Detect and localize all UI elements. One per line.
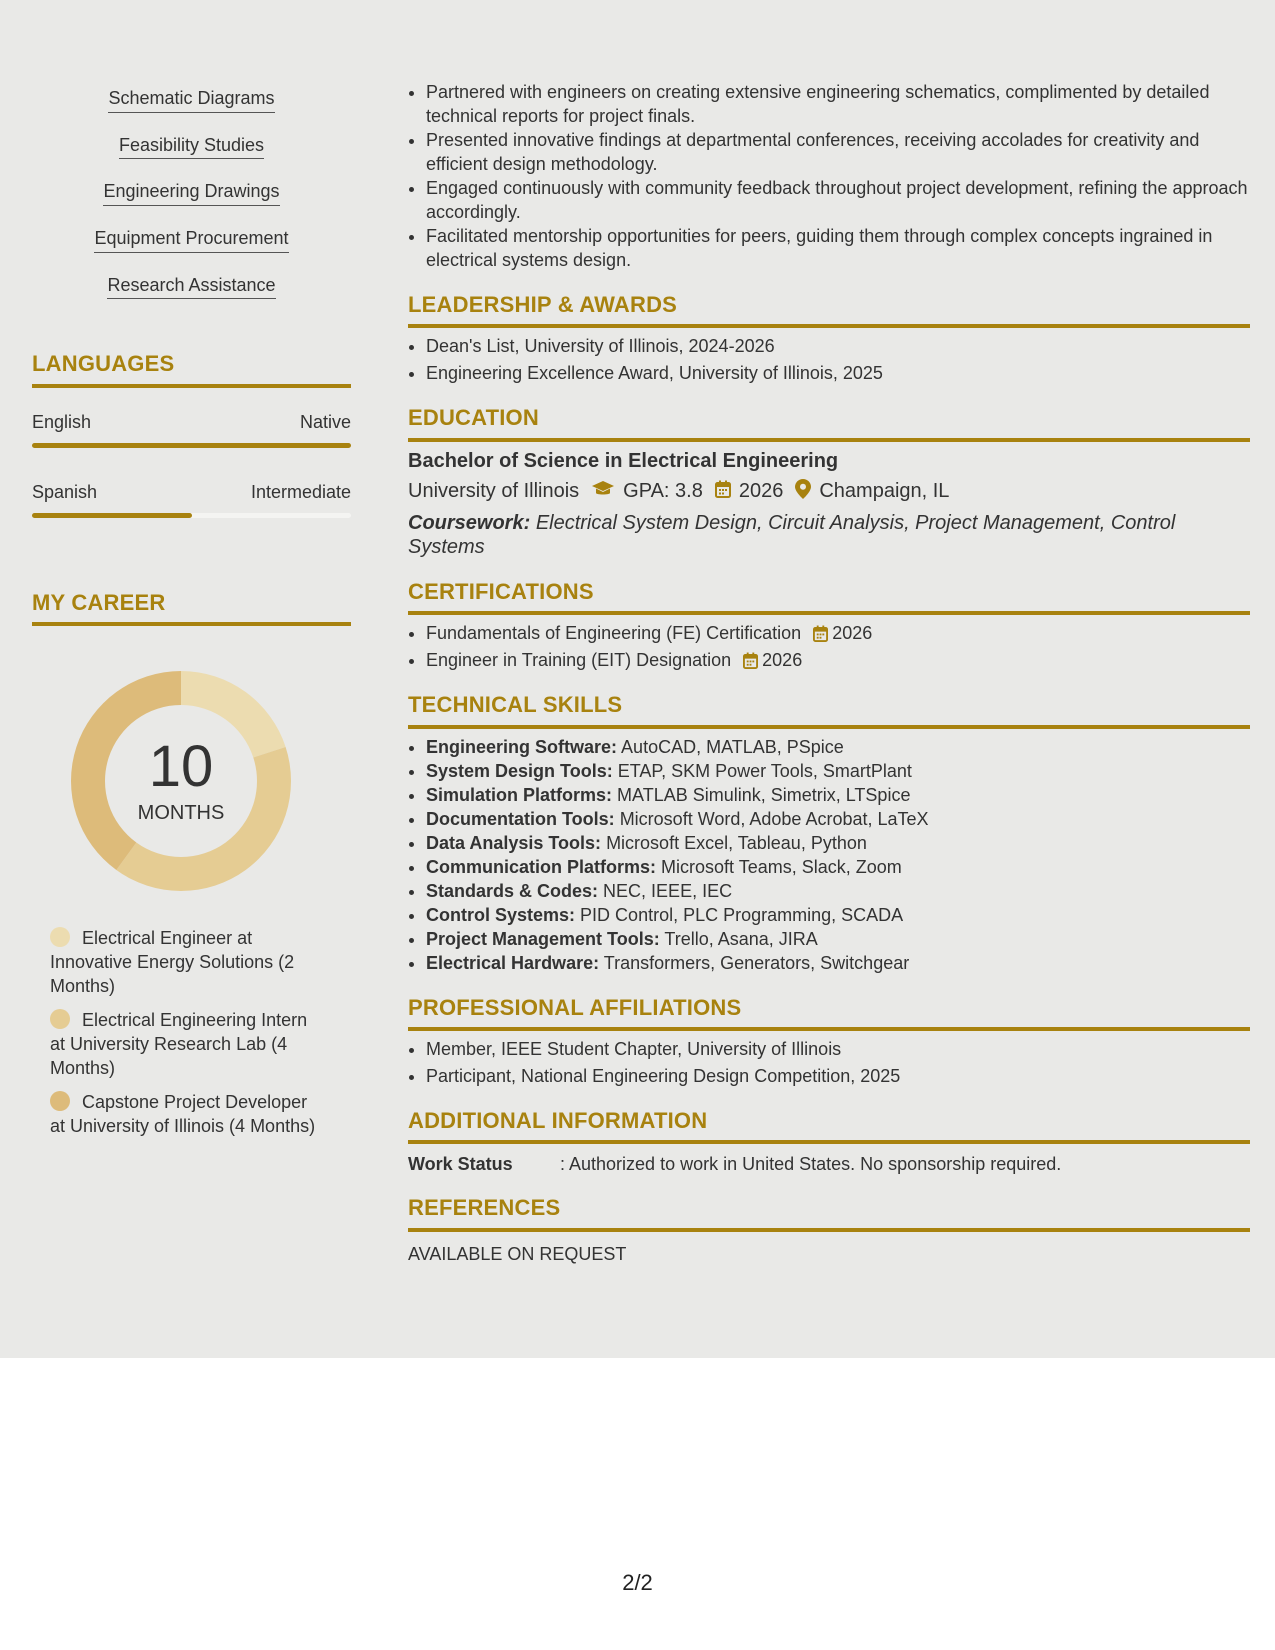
technical-skills-section <box>408 692 1250 974</box>
graduation-year: 2026 <box>738 480 784 503</box>
language-proficiency-fill <box>32 513 192 518</box>
certifications-list <box>408 621 1250 672</box>
location-pin-icon <box>795 479 811 505</box>
references-section <box>408 1195 1250 1264</box>
section-divider <box>408 1228 1250 1232</box>
skill-values: MATLAB Simulink, Simetrix, LTSpice <box>617 784 911 805</box>
language-level: Native <box>299 411 351 432</box>
skill-values: Transformers, Generators, Switchgear <box>603 952 910 973</box>
technical-skill-item <box>426 759 1250 783</box>
affiliation-item: • Member, IEEE Student Chapter, University of Illinois <box>426 1037 1250 1061</box>
legend-dot <box>50 1091 70 1111</box>
section-divider <box>408 725 1250 729</box>
calendar-icon <box>813 625 828 642</box>
career-legend-item <box>50 1090 320 1138</box>
legend-dot <box>50 1009 70 1029</box>
affiliations-section <box>408 995 1250 1088</box>
school-name: University of Illinois <box>408 480 580 503</box>
section-divider <box>408 438 1250 442</box>
career-legend <box>50 926 320 1138</box>
education-heading: EDUCATION <box>408 405 539 431</box>
section-divider <box>32 384 351 388</box>
skill-category: Communication Platforms: <box>426 856 657 877</box>
certification-item <box>426 648 1250 672</box>
skill-tag: Research Assistance <box>107 275 275 300</box>
skill-values: Trello, Asana, JIRA <box>664 928 818 949</box>
skill-category: Standards & Codes: <box>426 880 599 901</box>
certification-name: • Engineer in Training (EIT) Designation <box>426 650 732 671</box>
skill-tag: Engineering Drawings <box>103 181 279 206</box>
career-legend-item <box>50 1008 320 1080</box>
skill-values: ETAP, SKM Power Tools, SmartPlant <box>617 760 912 781</box>
leadership-heading: LEADERSHIP & AWARDS <box>408 292 678 317</box>
career-label: Electrical Engineering Intern at University Research Lab (4 Months) <box>50 1010 308 1079</box>
experience-bullet: • Partnered with engineers on creating extensive engineering schematics, complimented by detailed technical reports for project finals. <box>426 80 1250 128</box>
technical-skill-item <box>426 783 1250 807</box>
education-details <box>408 479 1250 505</box>
certification-name: • Fundamentals of Engineering (FE) Certification <box>426 623 802 644</box>
career-total-months: 10 <box>148 733 214 799</box>
award-item: • Dean's List, University of Illinois, 2024-2026 <box>426 334 1250 358</box>
skill-values: NEC, IEEE, IEC <box>603 880 733 901</box>
technical-skill-item <box>426 807 1250 831</box>
experience-bullet: • Presented innovative findings at departmental conferences, receiving accolades for creativity and efficient design methodology. <box>426 128 1250 176</box>
technical-skill-item <box>426 951 1250 975</box>
career-label: Electrical Engineer at Innovative Energy Solutions (2 Months) <box>50 928 295 997</box>
language-proficiency-fill <box>32 443 351 448</box>
affiliations-list <box>408 1037 1250 1088</box>
technical-skills-heading: TECHNICAL SKILLS <box>408 692 623 718</box>
technical-skill-item <box>426 903 1250 927</box>
language-proficiency-bar <box>32 443 351 448</box>
skill-category: Project Management Tools: <box>426 928 660 949</box>
skill-category: Documentation Tools: <box>426 808 615 829</box>
career-label: Capstone Project Developer at University of Illinois (4 Months) <box>50 1092 316 1137</box>
coursework-list: Electrical System Design, Circuit Analysis, Project Management, Control Systems <box>408 511 1176 558</box>
skill-tag: Feasibility Studies <box>119 135 264 160</box>
language-row <box>32 482 351 503</box>
work-status-value: : Authorized to work in United States. No sponsorship required. <box>560 1154 1062 1175</box>
certifications-section <box>408 579 1250 672</box>
degree-title: Bachelor of Science in Electrical Engineering <box>408 449 839 472</box>
language-name: Spanish <box>32 481 98 502</box>
section-divider <box>32 622 351 626</box>
award-item: • Engineering Excellence Award, University of Illinois, 2025 <box>426 361 1250 385</box>
calendar-icon <box>715 480 731 504</box>
experience-bullets <box>408 80 1250 272</box>
skill-values: Microsoft Word, Adobe Acrobat, LaTeX <box>619 808 929 829</box>
language-proficiency-bar <box>32 513 351 518</box>
references-text: AVAILABLE ON REQUEST <box>408 1243 627 1264</box>
leadership-section <box>408 292 1250 385</box>
skill-category: Data Analysis Tools: <box>426 832 602 853</box>
section-divider <box>408 611 1250 615</box>
language-name: English <box>32 411 92 432</box>
legend-dot <box>50 927 70 947</box>
gpa: GPA: 3.8 <box>623 480 703 503</box>
experience-bullet: • Engaged continuously with community feedback throughout project development, refining the approach accordingly. <box>426 176 1250 224</box>
sidebar <box>32 80 351 1148</box>
school-location: Champaign, IL <box>819 480 950 503</box>
career-donut-chart <box>66 666 296 896</box>
technical-skill-item <box>426 735 1250 759</box>
coursework <box>408 511 1250 559</box>
calendar-icon <box>743 652 758 669</box>
language-row <box>32 412 351 433</box>
affiliations-heading: PROFESSIONAL AFFILIATIONS <box>408 994 742 1020</box>
leadership-list <box>408 334 1250 385</box>
certification-year: 2026 <box>762 650 803 671</box>
education-section <box>408 405 1250 558</box>
certifications-heading: CERTIFICATIONS <box>408 578 594 604</box>
career-heading: MY CAREER <box>32 589 166 615</box>
additional-info-heading: ADDITIONAL INFORMATION <box>408 1107 708 1133</box>
main-content <box>408 80 1250 1265</box>
career-unit: MONTHS <box>137 801 225 824</box>
page-number: 2/2 <box>622 1570 653 1595</box>
skill-values: AutoCAD, MATLAB, PSpice <box>621 736 844 757</box>
references-heading: REFERENCES <box>408 1195 561 1221</box>
languages-heading: LANGUAGES <box>32 351 175 377</box>
skill-category: System Design Tools: <box>426 760 613 781</box>
skill-category: Control Systems: <box>426 904 576 925</box>
skill-tag: Schematic Diagrams <box>108 88 274 113</box>
experience-bullet: • Facilitated mentorship opportunities for peers, guiding them through complex concepts ingrained in electrical systems design. <box>426 224 1250 272</box>
skill-category: Electrical Hardware: <box>426 952 600 973</box>
technical-skill-item <box>426 855 1250 879</box>
work-status-row <box>408 1154 1250 1175</box>
certification-year: 2026 <box>832 623 873 644</box>
additional-info-section <box>408 1108 1250 1175</box>
skill-values: PID Control, PLC Programming, SCADA <box>580 904 904 925</box>
career-legend-item <box>50 926 320 998</box>
languages-section <box>32 351 351 517</box>
skill-tags <box>32 80 351 313</box>
section-divider <box>408 1140 1250 1144</box>
affiliation-item: • Participant, National Engineering Design Competition, 2025 <box>426 1064 1250 1088</box>
skill-category: Simulation Platforms: <box>426 784 613 805</box>
coursework-label: Coursework: <box>408 511 531 534</box>
technical-skill-item <box>426 927 1250 951</box>
technical-skills-list <box>408 735 1250 975</box>
skill-category: Engineering Software: <box>426 736 618 757</box>
career-section <box>32 590 351 1138</box>
section-divider <box>408 324 1250 328</box>
graduation-cap-icon <box>591 480 615 504</box>
technical-skill-item <box>426 831 1250 855</box>
work-status-label: Work Status <box>408 1154 513 1175</box>
section-divider <box>408 1027 1250 1031</box>
technical-skill-item <box>426 879 1250 903</box>
certification-item <box>426 621 1250 645</box>
donut-center <box>66 666 296 896</box>
skill-values: Microsoft Teams, Slack, Zoom <box>661 856 902 877</box>
skill-tag: Equipment Procurement <box>94 228 288 253</box>
language-level: Intermediate <box>250 481 351 502</box>
skill-values: Microsoft Excel, Tableau, Python <box>606 832 867 853</box>
